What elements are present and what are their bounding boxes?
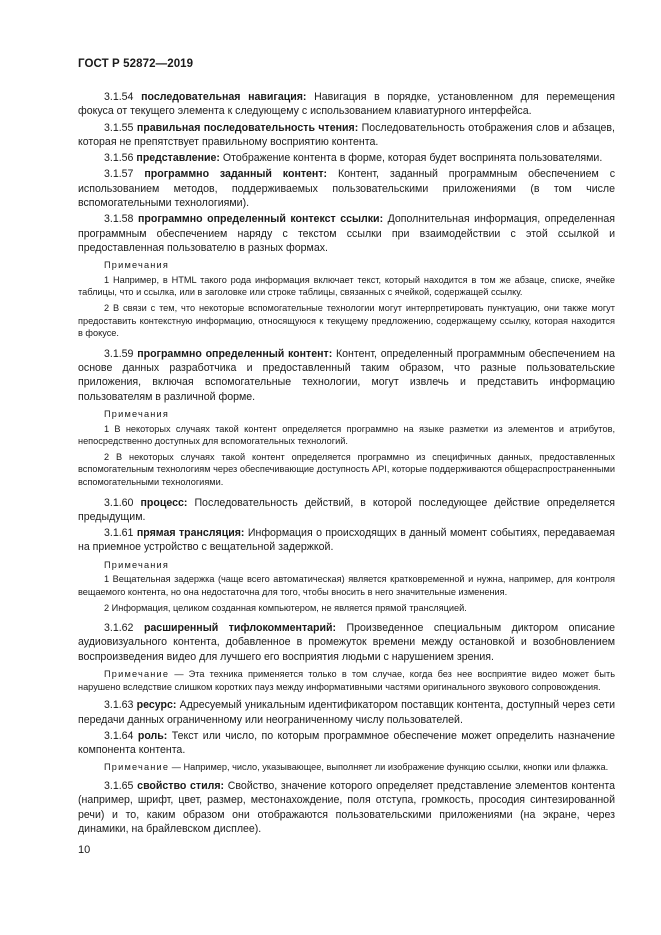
term-number: 3.1.56 bbox=[104, 152, 134, 165]
note-single bbox=[78, 761, 615, 774]
term-3-1-55 bbox=[78, 121, 615, 150]
note-item: 2 Информация, целиком созданная компьютером, не является прямой трансляцией. bbox=[104, 602, 467, 613]
term-definition: Контент, заданный программным обеспечением с использованием методов, поддерживаемых пользовательскими приложениями (в том числе вспомогательными технологиями). bbox=[78, 168, 616, 210]
note-single bbox=[78, 668, 615, 693]
term-3-1-57 bbox=[78, 167, 615, 210]
term-definition: Произведенное специальным диктором описание аудиовизуального контента, добавленное в промежуток времени между остановкой и возобновлением воспроизведения видео для лучшего его восприятия людьми с нарушением зрения. bbox=[78, 622, 615, 663]
term-title: программно определенный контент: bbox=[137, 347, 333, 360]
term-3-1-61 bbox=[78, 526, 615, 555]
note-text: — Например, число, указывающее, выполняет ли изображение функцию ссылки, кнопки или флажка. bbox=[169, 762, 609, 773]
term-3-1-65 bbox=[78, 779, 615, 836]
term-definition: Отображение контента в форме, которая будет воспринята пользователями. bbox=[219, 152, 603, 165]
note-item: 1 В некоторых случаях такой контент определяется программно на языке разметки из элементов и атрибутов, непосредственно доступных для вспомогательных технологий. bbox=[78, 423, 615, 447]
note-label: Примечание bbox=[104, 762, 170, 773]
term-title: программно заданный контент: bbox=[144, 168, 328, 181]
term-3-1-64 bbox=[78, 729, 615, 758]
term-3-1-60 bbox=[78, 496, 615, 525]
note-item: 1 Например, в HTML такого рода информация включает текст, который находится в том же абзаце, списке, ячейке таблицы, что и ссылка, или в заголовке или строке таблицы, связанных с ячейкой, содержащей ссылку. bbox=[78, 274, 615, 298]
note-text: — Эта техника применяется только в том случае, когда без нее восприятие видео может быть нарушено вследствие слишком коротких пауз между информативными частями оригинального звукового сопровождения. bbox=[78, 669, 615, 692]
term-number: 3.1.61 bbox=[104, 527, 134, 540]
page-number: 10 bbox=[78, 844, 91, 856]
note-label: Примечание bbox=[104, 669, 170, 680]
term-3-1-54 bbox=[78, 90, 615, 119]
term-definition: Контент, определенный программным обеспечением на основе данных разработчика и предоставленный таким образом, что разные пользовательские приложения, включая вспомогательные технологии, могут извлечь и представить информацию пользователям в различной форме. bbox=[78, 347, 615, 403]
term-number: 3.1.60 bbox=[104, 496, 134, 509]
page-header: ГОСТ Р 52872—2019 bbox=[78, 58, 194, 70]
term-title: ресурс: bbox=[136, 699, 177, 712]
term-definition: Навигация в порядке, установленном для перемещения фокуса от текущего элемента к следующему с использованием клавиатурного интерфейса. bbox=[78, 91, 615, 118]
term-number: 3.1.54 bbox=[104, 91, 134, 103]
term-definition: Дополнительная информация, определенная программным обеспечением наряду с текстом ссылки при взаимодействии с этой ссылкой и предоставленная пользователю в разных формах. bbox=[78, 213, 615, 254]
note-item: 2 В связи с тем, что некоторые вспомогательные технологии могут интерпретировать пунктуацию, они также могут предоставить контекстную информацию, относящуюся к текущему предложению, содержащему ссылку, которая находится в фокусе. bbox=[78, 303, 615, 339]
term-number: 3.1.63 bbox=[104, 699, 134, 712]
term-number: 3.1.55 bbox=[104, 121, 134, 134]
notes-heading: Примечания bbox=[104, 260, 170, 271]
term-definition: Информация о происходящих в данный момент событиях, передаваемая на приемное устройство с вещательной задержкой. bbox=[78, 527, 615, 554]
term-title: правильная последовательность чтения: bbox=[136, 121, 359, 134]
term-title: представление: bbox=[136, 152, 220, 165]
term-3-1-62 bbox=[78, 621, 615, 664]
term-number: 3.1.59 bbox=[104, 347, 134, 360]
term-definition: Последовательность отображения слов и абзацев, которая не препятствует правильному восприятию контента. bbox=[78, 121, 616, 148]
term-number: 3.1.62 bbox=[104, 622, 134, 635]
note-item: 2 В некоторых случаях такой контент определяется программно из специфичных данных, предоставленных вспомогательным технологиям через обеспечивающие доступность API, которые поддерживаются общераспространенными вспомогательными технологиями. bbox=[78, 451, 615, 487]
term-title: свойство стиля: bbox=[137, 780, 225, 792]
term-title: программно определенный контекст ссылки: bbox=[137, 213, 384, 226]
notes-heading: Примечания bbox=[104, 409, 170, 420]
term-title: процесс: bbox=[140, 496, 188, 509]
term-definition: Последовательность действий, в которой последующее действие определяется предыдущим. bbox=[78, 496, 615, 523]
term-3-1-59 bbox=[78, 347, 615, 404]
notes-heading: Примечания bbox=[104, 559, 170, 570]
term-3-1-56 bbox=[78, 151, 615, 165]
term-title: роль: bbox=[137, 729, 168, 742]
note-item: 1 Вещательная задержка (чаще всего автоматическая) является кратковременной и нужна, например, для контроля вещаемого контента, но она недостаточна для того, чтобы вносить в него значительные изменения. bbox=[78, 574, 615, 597]
term-definition: Адресуемый уникальным идентификатором поставщик контента, доступный через сети передачи данных ограниченному или неограниченному числу пользователей. bbox=[78, 699, 615, 726]
document-body bbox=[78, 90, 615, 838]
term-title: расширенный тифлокомментарий: bbox=[143, 622, 337, 635]
term-definition: Свойство, значение которого определяет представление элементов контента (например, шрифт, цвет, размер, местонахождение, поля отступа, громкость, просодия синтезированной речи) и то, каким образом они отображаются пользовательскими приложениями (на экране, через динамики, на брайлевском дисплее). bbox=[78, 780, 615, 835]
term-definition: Текст или число, по которым программное обеспечение может определить назначение компонента контента. bbox=[78, 729, 615, 757]
term-3-1-58 bbox=[78, 212, 615, 255]
term-3-1-63 bbox=[78, 698, 615, 727]
term-title: прямая трансляция: bbox=[136, 527, 245, 540]
term-title: последовательная навигация: bbox=[141, 91, 307, 103]
term-number: 3.1.57 bbox=[104, 168, 134, 181]
term-number: 3.1.65 bbox=[104, 780, 134, 792]
term-number: 3.1.64 bbox=[104, 729, 134, 742]
term-number: 3.1.58 bbox=[104, 213, 134, 226]
